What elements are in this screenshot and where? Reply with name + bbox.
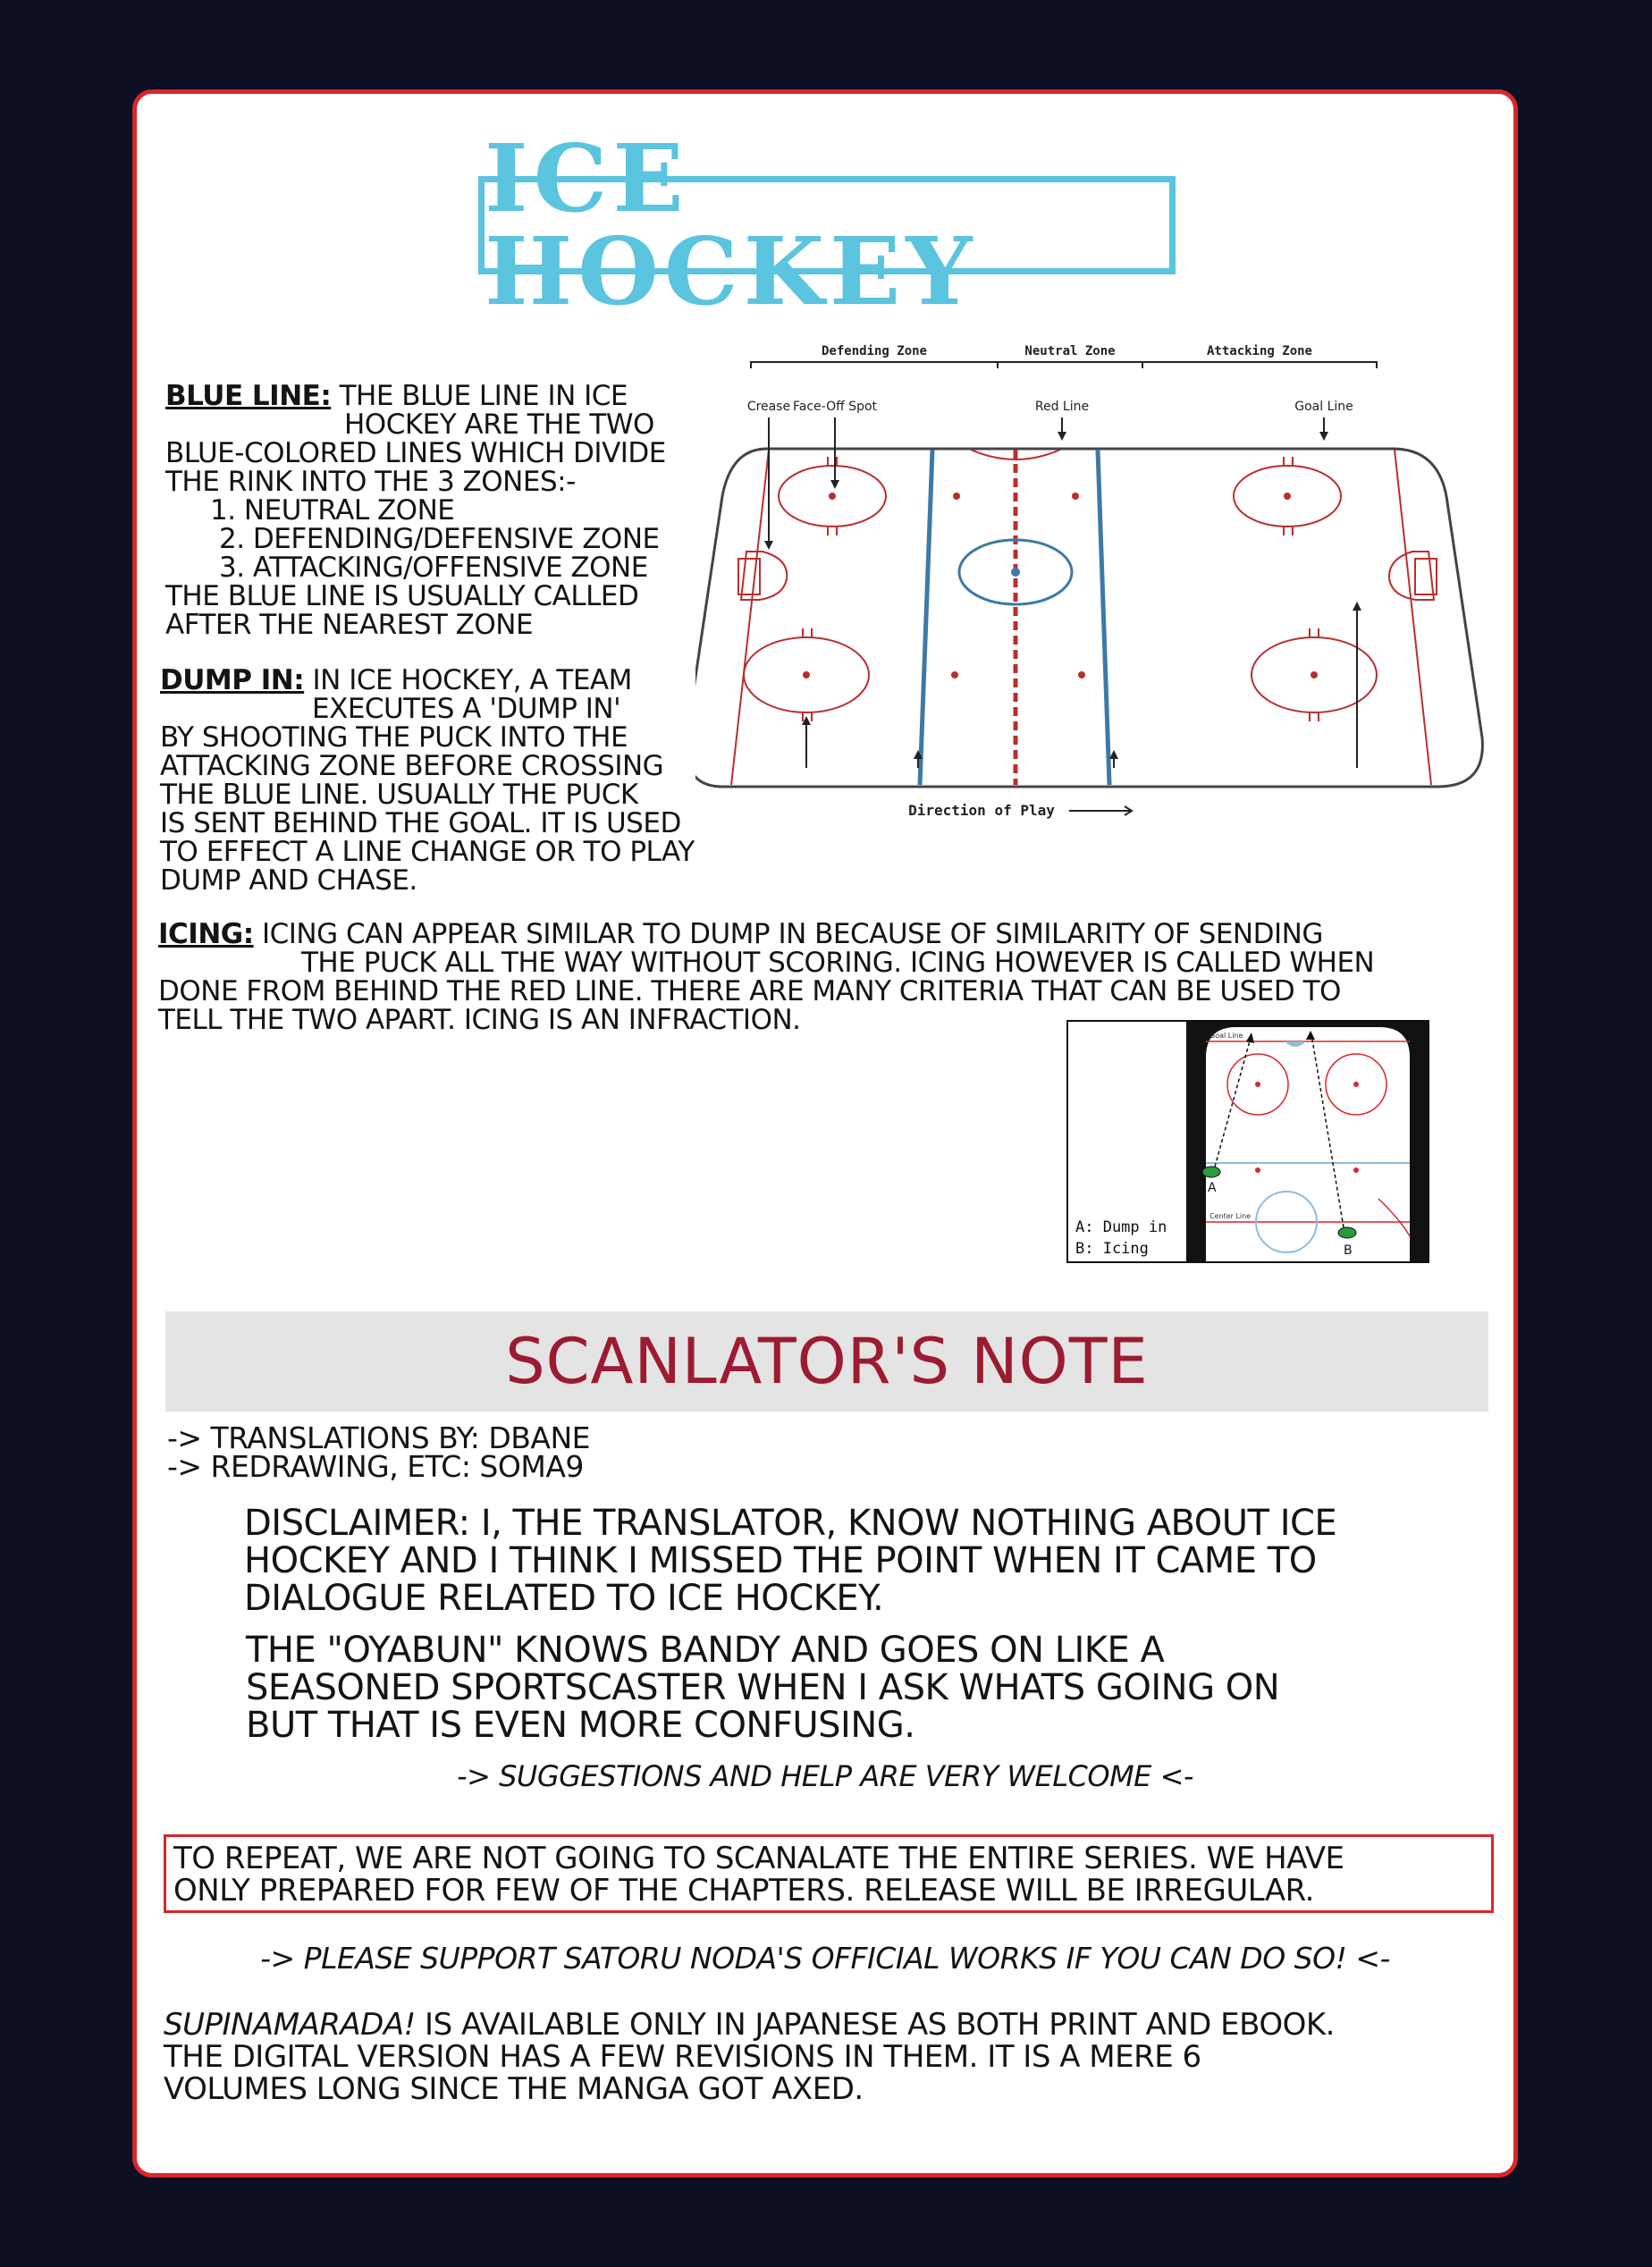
credit-redrawing: -> REDRAWING, ETC: SOMA9: [167, 1449, 584, 1484]
disclaimer-text: I, THE TRANSLATOR, KNOW NOTHING ABOUT ICE: [480, 1503, 1337, 1544]
suggestions-line: -> SUGGESTIONS AND HELP ARE VERY WELCOME <-: [457, 1759, 1193, 1793]
disclaimer-term: DISCLAIMER:: [244, 1503, 470, 1544]
dump-in-text: IS SENT BEHIND THE GOAL. IT IS USED: [160, 807, 681, 839]
zone-list-item: 3. ATTACKING/OFFENSIVE ZONE: [219, 552, 648, 584]
availability-text: IS AVAILABLE ONLY IN JAPANESE AS BOTH PRINT AND EBOOK.: [415, 2007, 1335, 2043]
icing-rink: [1186, 1022, 1428, 1261]
face-off-spot: [829, 493, 836, 500]
blue-line-text: AFTER THE NEAREST ZONE: [165, 609, 534, 641]
page-frame: [132, 89, 1518, 2178]
zone-label: Defending Zone: [821, 344, 928, 358]
neutral-spot: [1072, 493, 1079, 500]
availability-text: VOLUMES LONG SINCE THE MANGA GOT AXED.: [164, 2071, 864, 2107]
oyabun-text: THE "OYABUN" KNOWS BANDY AND GOES ON LIKE A: [246, 1630, 1165, 1671]
face-off-spot: [803, 671, 810, 678]
disclaimer-text: DIALOGUE RELATED TO ICE HOCKEY.: [244, 1578, 884, 1619]
repeat-text: TO REPEAT, WE ARE NOT GOING TO SCANALATE THE ENTIRE SERIES. WE HAVE: [173, 1841, 1344, 1876]
icing-term: ICING:: [158, 918, 254, 950]
blue-line-text: THE RINK INTO THE 3 ZONES:-: [165, 466, 576, 498]
dump-in-term: DUMP IN:: [160, 664, 305, 696]
face-off-spot-label: Face-Off Spot: [792, 400, 878, 414]
player-a-label: A: [1208, 1181, 1217, 1195]
icing-text: TELL THE TWO APART. ICING IS AN INFRACTION.: [158, 1004, 801, 1036]
player-b-label: B: [1344, 1243, 1353, 1258]
credits: [167, 1420, 591, 1484]
icing-text: THE PUCK ALL THE WAY WITHOUT SCORING. ICING HOWEVER IS CALLED WHEN: [301, 947, 1375, 979]
dump-in-text: ATTACKING ZONE BEFORE CROSSING: [160, 750, 664, 782]
blue-line-text: THE BLUE LINE IS USUALLY CALLED: [165, 580, 639, 612]
icing-section: [158, 920, 1499, 1034]
oyabun-text: BUT THAT IS EVEN MORE CONFUSING.: [246, 1705, 915, 1746]
dump-in-text: IN ICE HOCKEY, A TEAM: [312, 664, 632, 696]
oyabun-text: SEASONED SPORTSCASTER WHEN I ASK WHATS GOING ON: [246, 1667, 1280, 1708]
support-line: -> PLEASE SUPPORT SATORU NODA'S OFFICIAL WORKS IF YOU CAN DO SO! <-: [260, 1941, 1390, 1976]
blue-line-section: [165, 382, 720, 639]
scanlator-note-title: SCANLATOR'S NOTE: [505, 1325, 1149, 1398]
neutral-spot: [953, 493, 960, 500]
direction-of-play-label: Direction of Play: [908, 802, 1055, 819]
repeat-text: ONLY PREPARED FOR FEW OF THE CHAPTERS. RELEASE WILL BE IRREGULAR.: [173, 1873, 1314, 1909]
icing-legend: [1075, 1217, 1167, 1260]
availability: [164, 2009, 1504, 2105]
crease-label: Crease: [746, 400, 791, 414]
defending-zone-bracket: [751, 362, 998, 368]
face-off-spot: [1311, 671, 1318, 678]
goal-line-label: Goal Line: [1294, 400, 1353, 414]
title-stamp: [478, 123, 1176, 326]
attacking-zone-bracket: [1142, 362, 1377, 368]
blue-line-text: HOCKEY ARE THE TWO: [344, 409, 654, 441]
dump-in-text: TO EFFECT A LINE CHANGE OR TO PLAY: [160, 836, 695, 868]
legend-icing: B: Icing: [1075, 1240, 1149, 1258]
rink-diagram: [695, 344, 1500, 863]
blue-line-text: BLUE-COLORED LINES WHICH DIVIDE: [165, 437, 666, 469]
dump-in-section: [160, 666, 768, 895]
zone-label: Neutral Zone: [1024, 344, 1116, 358]
repeat-notice: [164, 1834, 1494, 1913]
neutral-spot: [1078, 671, 1085, 678]
blue-line-text: THE BLUE LINE IN ICE: [339, 380, 628, 412]
red-line-label: Red Line: [1034, 400, 1090, 414]
legend-dump-in: A: Dump in: [1075, 1218, 1167, 1236]
page-title: ICE HOCKEY: [485, 123, 978, 326]
dump-in-text: THE BLUE LINE. USUALLY THE PUCK: [160, 779, 638, 811]
icing-text: DONE FROM BEHIND THE RED LINE. THERE ARE MANY CRITERIA THAT CAN BE USED TO: [158, 975, 1341, 1007]
oyabun-note: [246, 1631, 1435, 1744]
blue-line-term: BLUE LINE:: [165, 380, 332, 412]
rink-outline: [695, 449, 1482, 787]
dump-in-text: EXECUTES A 'DUMP IN': [312, 693, 621, 725]
neutral-spot: [951, 671, 958, 678]
neutral-zone-bracket: [998, 362, 1142, 368]
dump-in-text: BY SHOOTING THE PUCK INTO THE: [160, 721, 628, 754]
scanlator-note-header: [165, 1311, 1488, 1412]
icing-diagram: [1066, 1020, 1429, 1263]
player-b-marker: [1338, 1227, 1356, 1238]
player-a-marker: [1202, 1167, 1220, 1177]
center-line-label: Center Line: [1210, 1212, 1252, 1220]
availability-text: THE DIGITAL VERSION HAS A FEW REVISIONS IN THEM. IT IS A MERE 6: [164, 2039, 1201, 2075]
disclaimer-text: HOCKEY AND I THINK I MISSED THE POINT WHEN IT CAME TO: [244, 1540, 1317, 1581]
series-title: SUPINAMARADA!: [164, 2007, 416, 2043]
zone-label: Attacking Zone: [1206, 344, 1313, 358]
goal-line-label: Goal Line: [1210, 1032, 1243, 1040]
disclaimer: [244, 1504, 1433, 1617]
credit-translations: -> TRANSLATIONS BY: DBANE: [167, 1420, 591, 1455]
dump-in-text: DUMP AND CHASE.: [160, 864, 417, 897]
icing-text: ICING CAN APPEAR SIMILAR TO DUMP IN BECAUSE OF SIMILARITY OF SENDING: [261, 918, 1323, 950]
direction-arrow: [1069, 806, 1132, 815]
face-off-spot: [1284, 493, 1291, 500]
center-spot: [1011, 568, 1020, 577]
zone-list-item: 2. DEFENDING/DEFENSIVE ZONE: [219, 523, 660, 555]
zone-list-item: 1. NEUTRAL ZONE: [210, 494, 455, 527]
